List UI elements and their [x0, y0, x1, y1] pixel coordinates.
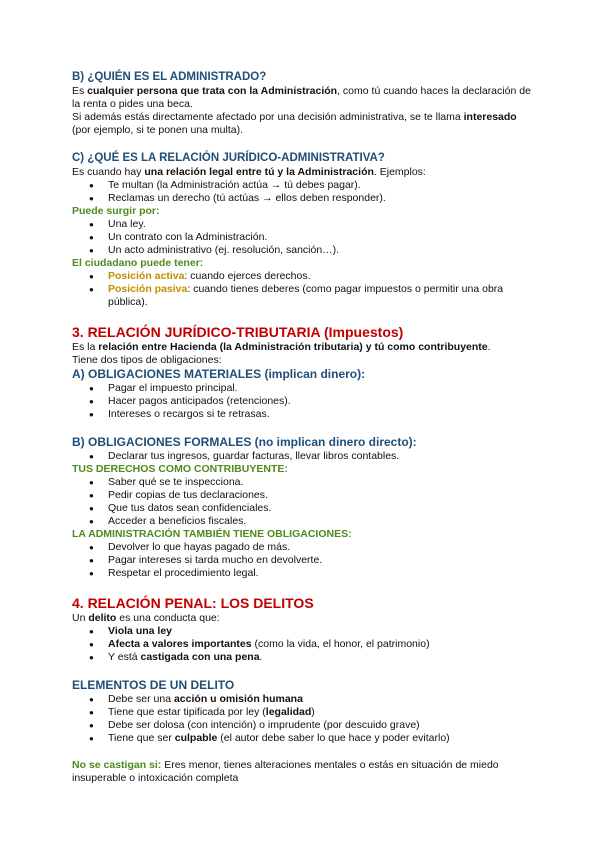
- elementos-list: [72, 693, 532, 745]
- delito-list: [72, 625, 532, 664]
- formales-list: [72, 450, 532, 463]
- list-item: ● Y está castigada con una pena.: [72, 651, 532, 664]
- materiales-list: [72, 382, 532, 421]
- materiales-heading: A) OBLIGACIONES MATERIALES (implican dinero):: [72, 367, 366, 381]
- list-item: ● Viola una ley: [72, 625, 532, 638]
- list-item: ● Un acto administrativo (ej. resolución, sanción…).: [72, 244, 532, 257]
- list-item: ● Declarar tus ingresos, guardar facturas, llevar libros contables.: [72, 450, 532, 463]
- list-item: ● Pagar el impuesto principal.: [72, 382, 532, 395]
- list-item: ● Una ley.: [72, 218, 532, 231]
- formales-heading: B) OBLIGACIONES FORMALES (no implican dinero directo):: [72, 435, 417, 449]
- list-item: ● Posición activa: cuando ejerces derechos.: [72, 270, 532, 283]
- derechos-heading: TUS DERECHOS COMO CONTRIBUYENTE:: [72, 463, 288, 475]
- admin-obligaciones-list: [72, 541, 532, 580]
- section-3-paragraph-2: Tiene dos tipos de obligaciones:: [72, 354, 222, 366]
- section-b-paragraph-1: Es cualquier persona que trata con la Administración, como tú cuando haces la declaración de la renta o pides una beca.: [72, 85, 531, 110]
- section-c-title: C) ¿QUÉ ES LA RELACIÓN JURÍDICO-ADMINISTRATIVA?: [72, 152, 385, 164]
- surgir-list: [72, 218, 532, 257]
- list-item: ● Acceder a beneficios fiscales.: [72, 515, 532, 528]
- section-b-paragraph-2: Si además estás directamente afectado por una decisión administrativa, se te llama interesado (por ejemplo, si te ponen una multa).: [72, 111, 517, 136]
- section-3-title: 3. RELACIÓN JURÍDICO-TRIBUTARIA (Impuestos): [72, 324, 404, 340]
- section-b-title: B) ¿QUIÉN ES EL ADMINISTRADO?: [72, 71, 267, 83]
- section-4-paragraph: Un delito es una conducta que:: [72, 612, 220, 624]
- list-item: ● Debe ser una acción u omisión humana: [72, 693, 532, 706]
- list-item: ● Tiene que ser culpable (el autor debe saber lo que hace y poder evitarlo): [72, 732, 532, 745]
- admin-obligaciones-heading: LA ADMINISTRACIÓN TAMBIÉN TIENE OBLIGACIONES:: [72, 528, 352, 540]
- list-item: ● Tiene que estar tipificada por ley (legalidad): [72, 706, 532, 719]
- list-item: ● Un contrato con la Administración.: [72, 231, 532, 244]
- list-item: ● Saber qué se te inspecciona.: [72, 476, 532, 489]
- examples-list: [72, 179, 532, 205]
- posiciones-list: [72, 270, 532, 309]
- section-3-paragraph-1: Es la relación entre Hacienda (la Administración tributaria) y tú como contribuyente.: [72, 341, 491, 353]
- list-item: ● Posición pasiva: cuando tienes deberes (como pagar impuestos o permitir una obra pública).: [72, 283, 532, 309]
- list-item: ● Devolver lo que hayas pagado de más.: [72, 541, 532, 554]
- list-item: ● Pagar intereses si tarda mucho en devolverte.: [72, 554, 532, 567]
- list-item: ● Afecta a valores importantes (como la vida, el honor, el patrimonio): [72, 638, 532, 651]
- list-item: ● Pedir copias de tus declaraciones.: [72, 489, 532, 502]
- ciudadano-heading: El ciudadano puede tener:: [72, 257, 204, 269]
- list-item: ● Respetar el procedimiento legal.: [72, 567, 532, 580]
- list-item: ● Hacer pagos anticipados (retenciones).: [72, 395, 532, 408]
- surgir-heading: Puede surgir por:: [72, 205, 160, 217]
- list-item: ● Te multan (la Administración actúa → tú debes pagar).: [72, 179, 532, 192]
- document-page: [72, 70, 532, 785]
- section-c-paragraph: Es cuando hay una relación legal entre tú y la Administración. Ejemplos:: [72, 166, 426, 178]
- list-item: ● Debe ser dolosa (con intención) o imprudente (por descuido grave): [72, 719, 532, 732]
- list-item: ● Intereses o recargos si te retrasas.: [72, 408, 532, 421]
- list-item: ● Que tus datos sean confidenciales.: [72, 502, 532, 515]
- list-item: ● Reclamas un derecho (tú actúas → ellos deben responder).: [72, 192, 532, 205]
- section-4-title: 4. RELACIÓN PENAL: LOS DELITOS: [72, 595, 314, 611]
- no-se-castigan-paragraph: No se castigan si: Eres menor, tienes alteraciones mentales o estás en situación de miedo insuperable o intoxicación completa: [72, 759, 499, 784]
- elementos-heading: ELEMENTOS DE UN DELITO: [72, 678, 235, 692]
- derechos-list: [72, 476, 532, 528]
